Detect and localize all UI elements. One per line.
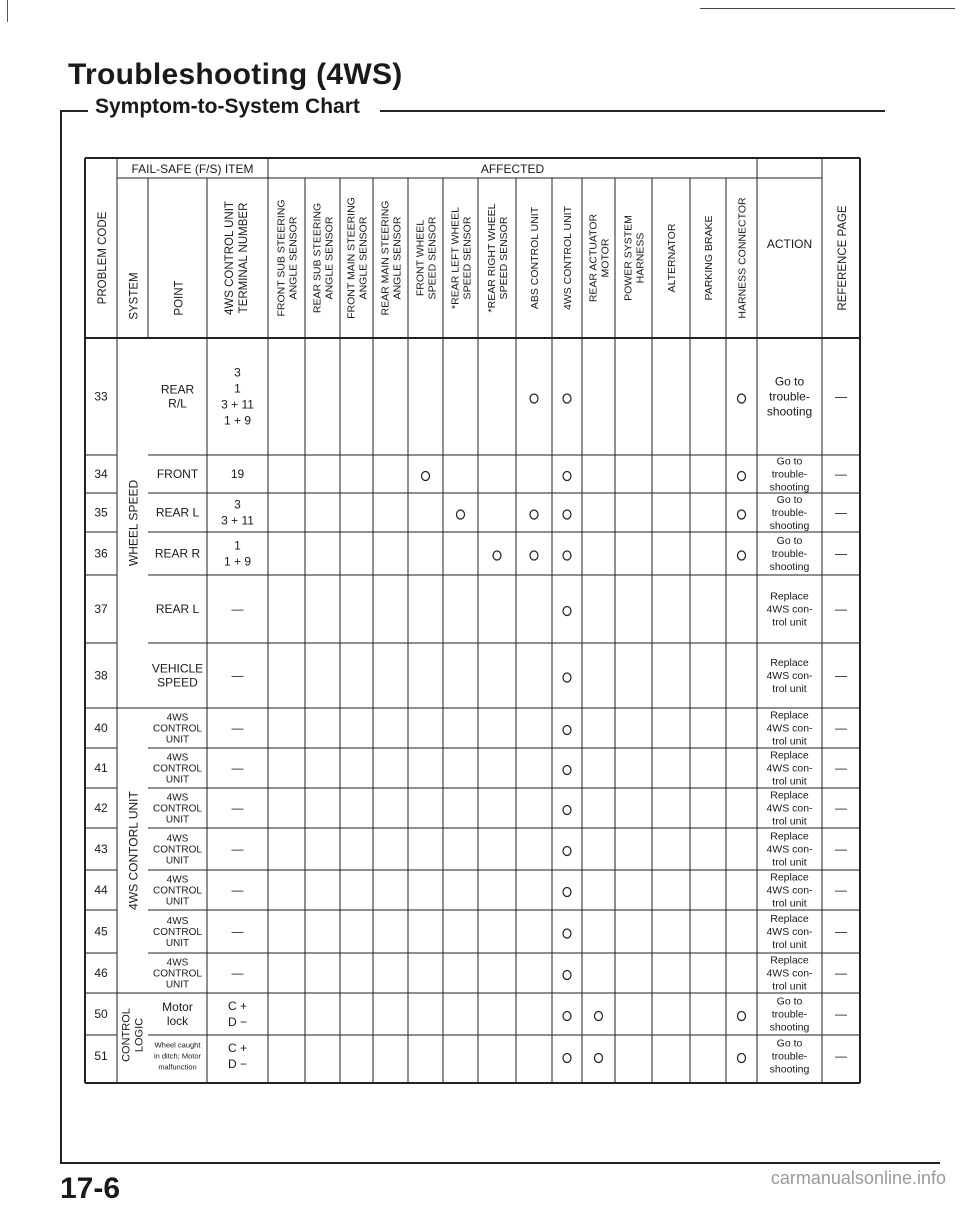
point-value: 4WS — [166, 833, 189, 845]
affected-column-header: REAR MAIN STEERING — [379, 200, 392, 316]
affected-mark — [738, 551, 746, 560]
affected-column-header: SPEED SENSOR — [426, 216, 439, 300]
terminal-value: 1 — [234, 381, 241, 396]
terminal-value: 1 + 9 — [223, 554, 252, 569]
affected-column-header: *REAR LEFT WHEEL — [449, 207, 462, 309]
affected-mark — [563, 510, 571, 519]
reference-page-value: — — [835, 668, 847, 683]
point-value: REAR R — [154, 546, 201, 561]
failsafe-header: FAIL-SAFE (F/S) ITEM — [131, 162, 254, 176]
affected-mark — [530, 510, 538, 519]
system-label: LOGIC — [133, 1017, 146, 1053]
reference-page-value: — — [835, 505, 847, 520]
system-header: SYSTEM — [128, 272, 141, 320]
action-text: Go to — [776, 535, 803, 548]
point-value: 4WS — [166, 916, 189, 927]
affected-column-header: *REAR RIGHT WHEEL — [486, 203, 498, 313]
problem-code: 50 — [94, 1007, 108, 1021]
problem-code: 42 — [94, 801, 108, 815]
terminal-value: — — [231, 721, 244, 736]
problem-code: 45 — [94, 924, 108, 939]
affected-mark — [738, 510, 746, 519]
point-value: CONTROL — [153, 885, 202, 897]
action-text: trouble- — [769, 389, 810, 404]
reference-page-value: — — [835, 721, 847, 735]
reference-page-value: — — [835, 801, 847, 815]
problem-code-header: PROBLEM CODE — [97, 211, 109, 305]
affected-mark — [563, 551, 571, 560]
problem-code: 40 — [94, 721, 108, 735]
terminal-value: — — [231, 761, 244, 776]
action-text: 4WS con- — [766, 884, 813, 897]
action-text: 4WS con- — [766, 670, 813, 683]
terminal-value: — — [231, 668, 244, 683]
point-value: Motor — [162, 1000, 193, 1015]
action-text: 4WS con- — [766, 967, 813, 980]
point-value: FRONT — [156, 467, 199, 482]
reference-page-header: REFERENCE PAGE — [837, 205, 849, 311]
action-text: Replace — [770, 954, 809, 967]
reference-page-value: — — [835, 761, 847, 775]
terminal-value: — — [231, 883, 244, 898]
affected-mark — [738, 1054, 746, 1063]
affected-mark — [563, 394, 571, 403]
point-value: REAR L — [155, 602, 200, 617]
reference-page-value: — — [835, 389, 847, 404]
affected-column-header: HARNESS CONNECTOR — [736, 197, 749, 319]
reference-page-value: — — [835, 546, 847, 561]
action-text: Replace — [770, 590, 809, 603]
point-value: CONTROL — [153, 968, 202, 980]
problem-code: 44 — [94, 883, 108, 897]
affected-mark — [457, 510, 465, 519]
affected-mark — [738, 472, 746, 481]
action-text: shooting — [769, 520, 810, 533]
point-value: UNIT — [165, 814, 190, 826]
action-text: Replace — [770, 830, 809, 843]
terminal-value: — — [231, 842, 244, 857]
point-value: R/L — [168, 396, 187, 411]
point-value: UNIT — [165, 979, 190, 991]
action-text: trol unit — [772, 897, 807, 910]
affected-mark — [563, 888, 571, 897]
affected-mark — [563, 607, 571, 616]
action-text: trouble- — [771, 507, 808, 520]
terminal-value: 3 — [234, 365, 241, 380]
terminal-header: TERMINAL NUMBER — [238, 202, 250, 314]
terminal-value: 3 + 11 — [221, 513, 254, 528]
point-value: Wheel caught — [154, 1040, 201, 1050]
action-text: trouble- — [771, 1008, 808, 1021]
terminal-value: D − — [227, 1015, 248, 1030]
problem-code: 36 — [94, 546, 108, 561]
point-header: POINT — [173, 280, 186, 316]
action-text: trouble- — [771, 1050, 808, 1063]
action-text: shooting — [769, 481, 810, 494]
terminal-value: 19 — [230, 467, 245, 482]
action-header: ACTION — [766, 237, 813, 251]
terminal-value: 1 + 9 — [223, 413, 252, 428]
action-text: Replace — [770, 913, 809, 926]
affected-column-header: ANGLE SENSOR — [287, 216, 300, 300]
reference-page-value: — — [835, 842, 847, 856]
reference-page-value: — — [835, 467, 847, 481]
point-value: VEHICLE — [151, 661, 204, 676]
affected-mark — [530, 551, 538, 560]
point-value: 4WS — [166, 712, 189, 724]
point-value: 4WS — [166, 792, 189, 804]
action-text: 4WS con- — [766, 762, 813, 775]
reference-page-value: — — [835, 602, 847, 616]
terminal-value: — — [231, 801, 244, 816]
terminal-value: 1 — [234, 538, 241, 553]
point-value: 4WS — [166, 874, 189, 886]
affected-mark — [738, 394, 746, 403]
action-text: Replace — [770, 657, 809, 670]
affected-column-header: 4WS CONTROL UNIT — [562, 205, 574, 311]
terminal-value: C + — [227, 1041, 248, 1056]
affected-column-header: MOTOR — [599, 238, 612, 278]
action-text: trouble- — [771, 468, 808, 481]
reference-page-value: — — [835, 924, 847, 939]
action-text: trouble- — [771, 548, 808, 561]
action-text: Replace — [770, 709, 809, 722]
point-value: CONTROL — [153, 723, 202, 735]
affected-header: AFFECTED — [480, 162, 545, 176]
affected-column-header: SPEED SENSOR — [461, 216, 474, 300]
action-text: 4WS con- — [766, 722, 813, 735]
action-text: trol unit — [772, 856, 807, 869]
action-text: Go to — [776, 995, 803, 1008]
action-text: trol unit — [772, 815, 807, 828]
action-text: trol unit — [772, 735, 807, 748]
point-value: in ditch; Motor — [153, 1051, 202, 1061]
action-text: 4WS con- — [766, 802, 813, 815]
affected-column-header: FRONT MAIN STEERING — [345, 197, 358, 319]
affected-mark — [595, 1054, 603, 1063]
point-value: UNIT — [165, 855, 190, 867]
point-value: REAR — [160, 382, 195, 397]
affected-column-header: FRONT SUB STEERING — [275, 199, 288, 317]
point-value: REAR L — [155, 505, 200, 520]
affected-mark — [738, 1012, 746, 1021]
watermark: carmanualsonline.info — [770, 1168, 946, 1188]
affected-mark — [563, 847, 571, 856]
action-text: Replace — [770, 749, 809, 762]
page-subtitle: Symptom-to-System Chart — [95, 95, 360, 118]
affected-column-header: HARNESS — [634, 232, 647, 284]
affected-mark — [530, 394, 538, 403]
point-value: UNIT — [165, 938, 190, 949]
affected-mark — [563, 1012, 571, 1021]
affected-column-header: REAR ACTUATOR — [587, 213, 600, 303]
point-value: UNIT — [165, 734, 190, 746]
reference-page-value: — — [835, 1007, 847, 1021]
reference-page-value: — — [835, 883, 847, 897]
problem-code: 35 — [94, 505, 108, 520]
problem-code: 33 — [94, 389, 108, 404]
terminal-value: 3 — [234, 497, 241, 512]
affected-mark — [422, 472, 430, 481]
problem-code: 38 — [94, 668, 108, 683]
action-text: shooting — [766, 404, 813, 419]
point-value: CONTROL — [153, 844, 202, 856]
action-text: 4WS con- — [766, 926, 813, 939]
problem-code: 43 — [94, 842, 108, 856]
affected-mark — [563, 472, 571, 481]
affected-column-header: SPEED SENSOR — [498, 216, 510, 300]
problem-code: 51 — [94, 1049, 108, 1063]
point-value: malfunction — [158, 1062, 197, 1072]
point-value: CONTROL — [153, 803, 202, 815]
action-text: Go to — [776, 1037, 803, 1050]
affected-mark — [563, 766, 571, 775]
problem-code: 34 — [94, 467, 108, 481]
page-title: Troubleshooting (4WS) — [68, 58, 403, 91]
action-text: shooting — [769, 1063, 810, 1076]
system-label: 4WS CONTORL UNIT — [126, 791, 141, 910]
action-text: shooting — [769, 1021, 810, 1034]
affected-column-header: ANGLE SENSOR — [357, 216, 370, 300]
action-text: Replace — [770, 871, 809, 884]
reference-page-value: — — [835, 966, 847, 980]
affected-column-header: ANGLE SENSOR — [391, 216, 404, 300]
affected-column-header: POWER SYSTEM — [622, 215, 635, 301]
terminal-value: C + — [227, 999, 248, 1014]
affected-mark — [493, 551, 501, 560]
affected-column-header: ABS CONTROL UNIT — [529, 206, 541, 310]
affected-mark — [563, 971, 571, 980]
terminal-header: 4WS CONTROL UNIT — [224, 201, 236, 315]
action-text: Replace — [770, 789, 809, 802]
affected-column-header: FRONT WHEEL — [414, 219, 427, 297]
problem-code: 37 — [94, 602, 108, 616]
terminal-value: — — [231, 602, 244, 617]
affected-column-header: ANGLE SENSOR — [323, 216, 336, 300]
point-value: CONTROL — [153, 927, 202, 938]
reference-page-value: — — [835, 1049, 847, 1063]
action-text: trol unit — [772, 683, 807, 696]
action-text: trol unit — [772, 939, 807, 952]
page-number: 17-6 — [60, 1172, 121, 1205]
problem-code: 41 — [94, 761, 108, 775]
point-value: UNIT — [165, 774, 190, 786]
point-value: UNIT — [165, 896, 190, 908]
problem-code: 46 — [94, 966, 108, 980]
affected-mark — [563, 806, 571, 815]
action-text: 4WS con- — [766, 843, 813, 856]
affected-column-header: PARKING BRAKE — [703, 215, 715, 301]
terminal-value: — — [231, 966, 244, 981]
system-label: CONTROL — [120, 1008, 133, 1062]
system-label: WHEEL SPEED — [126, 479, 141, 567]
terminal-value: D − — [227, 1057, 248, 1072]
point-value: lock — [166, 1014, 189, 1029]
point-value: 4WS — [166, 752, 189, 764]
action-text: shooting — [769, 561, 810, 574]
action-text: Go to — [774, 374, 805, 389]
affected-mark — [595, 1012, 603, 1021]
affected-column-header: ALTERNATOR — [666, 223, 678, 293]
action-text: trol unit — [772, 980, 807, 993]
point-value: SPEED — [157, 675, 198, 690]
affected-mark — [563, 673, 571, 682]
point-value: CONTROL — [153, 763, 202, 775]
terminal-value: 3 + 11 — [221, 397, 254, 412]
affected-mark — [563, 929, 571, 938]
terminal-value: — — [231, 924, 244, 939]
affected-mark — [563, 726, 571, 735]
affected-column-header: REAR SUB STEERING — [311, 202, 324, 314]
point-value: 4WS — [166, 957, 189, 969]
action-text: trol unit — [772, 616, 807, 629]
action-text: trol unit — [772, 775, 807, 788]
action-text: 4WS con- — [766, 603, 813, 616]
action-text: Go to — [776, 494, 803, 507]
affected-mark — [563, 1054, 571, 1063]
action-text: Go to — [776, 455, 803, 468]
